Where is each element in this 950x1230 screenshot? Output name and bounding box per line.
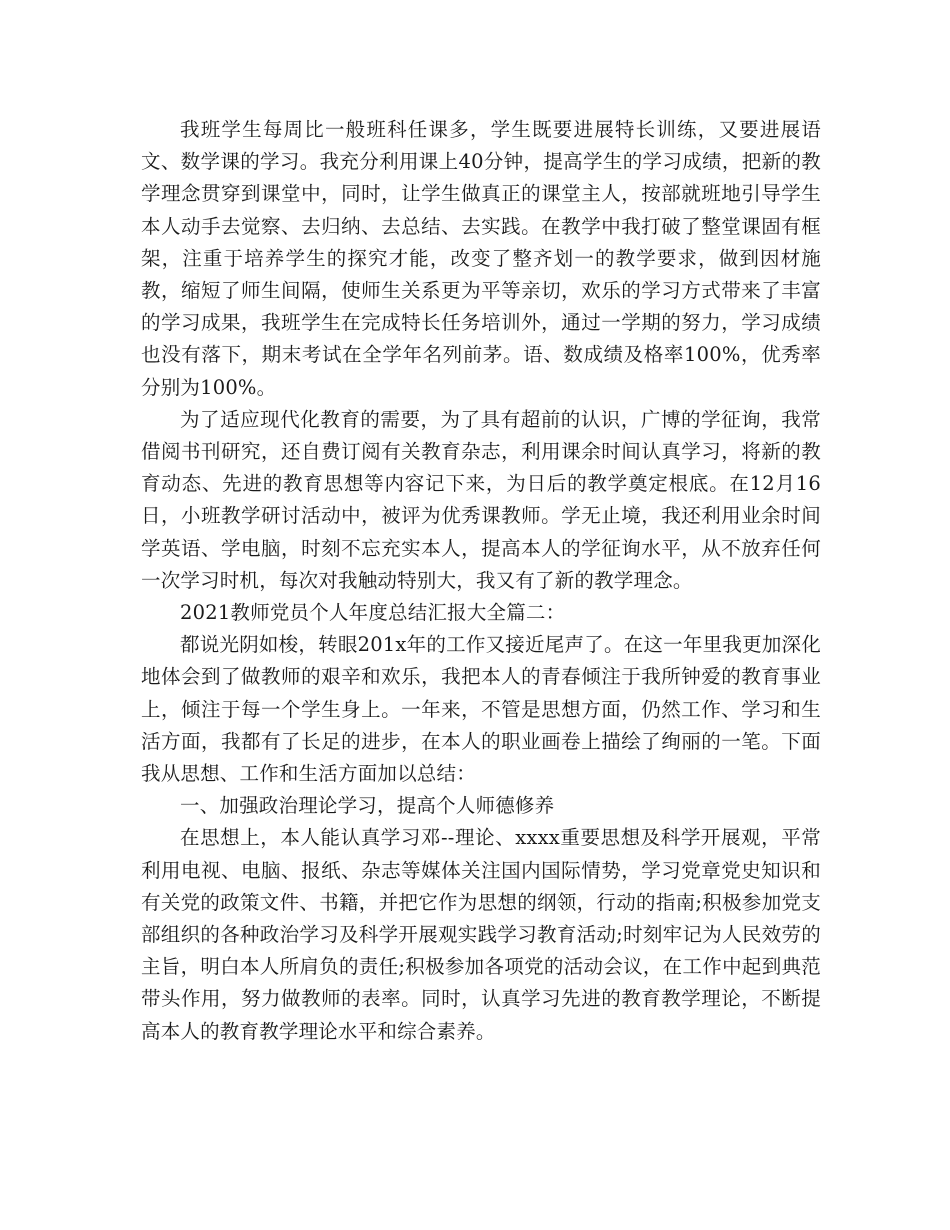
document-body [141,114,821,1048]
paragraph-self-study: 为了适应现代化教育的需要，为了具有超前的认识，广博的学征询，我常借阅书刊研究，还自费订阅有关教育杂志，利用课余时间认真学习，将新的教育动态、先进的教育思想等内容记下来，为日后的教学奠定根底。在12月16日，小班教学研讨活动中，被评为优秀课教师。学无止境，我还利用业余时间学英语、学电脑，时刻不忘充实本人，提高本人的学征询水平，从不放弃任何一次学习时机，每次对我触动特别大，我又有了新的教学理念。 [141,407,821,592]
paragraph-year-overview: 都说光阴如梭，转眼201x年的工作又接近尾声了。在这一年里我更加深化地体会到了做教师的艰辛和欢乐，我把本人的青春倾注于我所钟爱的教育事业上，倾注于每一个学生身上。一年来，不管是思想方面，仍然工作、学习和生活方面，我都有了长足的进步，在本人的职业画卷上描绘了绚丽的一笔。下面我从思想、工作和生活方面加以总结： [141,633,821,786]
section-heading-political-study: 一、加强政治理论学习，提高个人师德修养 [180,794,555,818]
section-title-part-two: 2021教师党员个人年度总结汇报大全篇二： [180,601,566,625]
paragraph-teaching-achievements: 我班学生每周比一般班科任课多，学生既要进展特长训练，又要进展语文、数学课的学习。我充分利用课上40分钟，提高学生的学习成绩，把新的教学理念贯穿到课堂中，同时，让学生做真正的课堂主人，按部就班地引导学生本人动手去觉察、去归纳、去总结、去实践。在教学中我打破了整堂课固有框架，注重于培养学生的探究才能，改变了整齐划一的教学要求，做到因材施教，缩短了师生间隔，使师生关系更为平等亲切，欢乐的学习方式带来了丰富的学习成果，我班学生在完成特长任务培训外，通过一学期的努力，学习成绩也没有落下，期末考试在全学年名列前茅。语、数成绩及格率100%，优秀率分别为100%。 [141,118,821,399]
paragraph-ideology: 在思想上，本人能认真学习邓--理论、xxxx重要思想及科学开展观，平常利用电视、电脑、报纸、杂志等媒体关注国内国际情势，学习党章党史知识和有关党的政策文件、书籍，并把它作为思想的纲领，行动的指南;积极参加党支部组织的各种政治学习及科学开展观实践学习教育活动;时刻牢记为人民效劳的主旨，明白本人所肩负的责任;积极参加各项党的活动会议，在工作中起到典范带头作用，努力做教师的表率。同时，认真学习先进的教育教学理论，不断提高本人的教育教学理论水平和综合素养。 [141,826,821,1043]
